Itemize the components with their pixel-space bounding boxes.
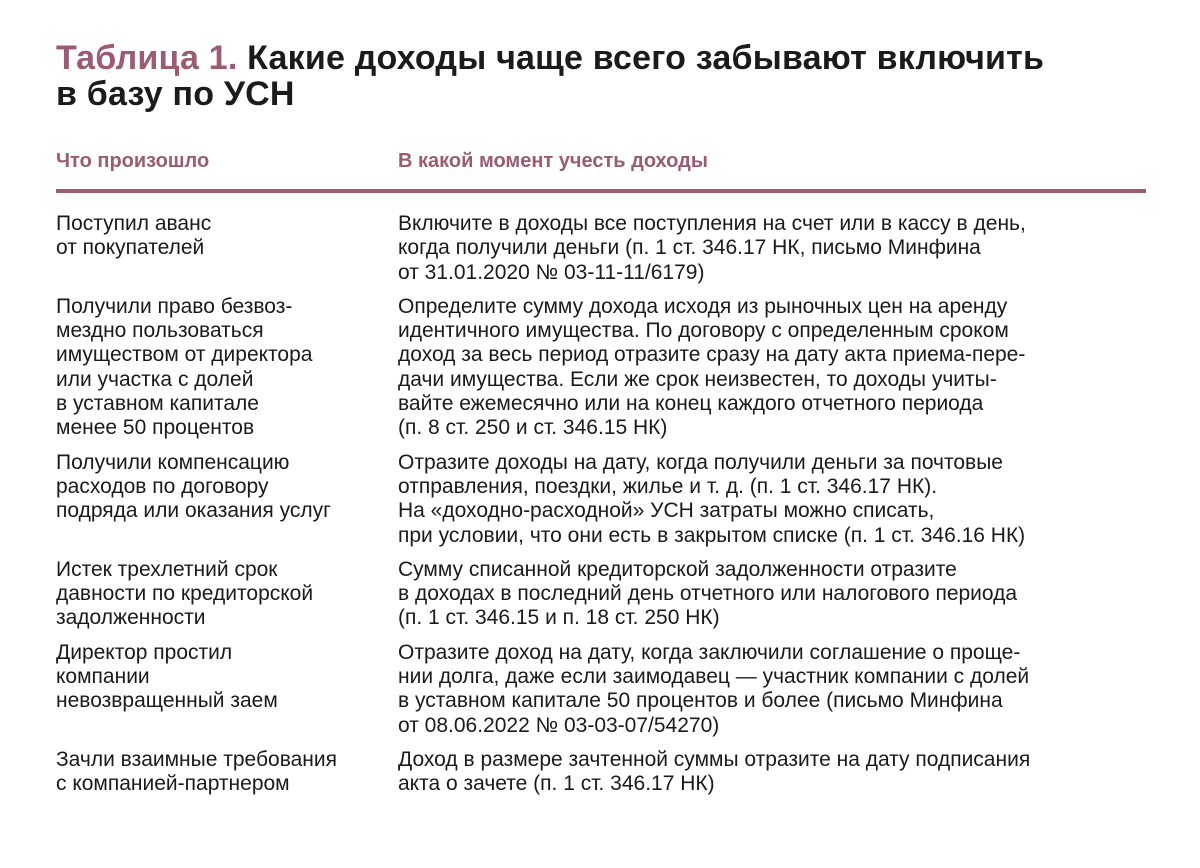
column-header-moment: В какой момент учесть доходы	[398, 150, 708, 172]
table-number: Таблица 1.	[56, 39, 238, 77]
moment-cell: Определите сумму дохода исходя из рыночных цен на аренду идентичного имущества. По договору с определенным сроком доход за весь период отразите сразу на дату акта приема-пере- дачи имущества. Если же срок неизвестен, то доходы учиты- вайте ежемесячно или на конец каждого отчетного периода (п. 8 ст. 250 и ст. 346.15 НК)	[398, 294, 1026, 440]
table-row	[56, 558, 1146, 631]
column-header-event: Что произошло	[56, 150, 210, 172]
table-row	[56, 748, 1146, 797]
table-body	[56, 212, 1146, 807]
table-header	[56, 148, 1146, 178]
table-row	[56, 451, 1146, 548]
table-title-text: Какие доходы чаще всего забывают включить в базу по УСН	[56, 39, 1045, 113]
event-cell: Истек трехлетний срок давности по кредиторской задолженности	[56, 557, 314, 630]
event-cell: Получили компенсацию расходов по договору подряда или оказания услуг	[56, 450, 331, 523]
event-cell: Получили право безвоз- мездно пользоваться имуществом от директора или участка с долей в уставном капитале менее 50 процентов	[56, 294, 313, 440]
table-row	[56, 295, 1146, 441]
moment-cell: Сумму списанной кредиторской задолженности отразите в доходах в последний день отчетного или налогового периода (п. 1 ст. 346.15 и п. 18 ст. 250 НК)	[398, 557, 1018, 630]
table-title	[56, 40, 1156, 112]
table-row	[56, 212, 1146, 285]
header-divider	[56, 189, 1146, 193]
event-cell: Зачли взаимные требования с компанией-партнером	[56, 747, 338, 796]
event-cell: Поступил аванс от покупателей	[56, 212, 212, 260]
moment-cell: Доход в размере зачтенной суммы отразите на дату подписания акта о зачете (п. 1 ст. 346.17 НК)	[398, 747, 1031, 796]
moment-cell: Отразите доходы на дату, когда получили деньги за почтовые отправления, поездки, жилье и т. д. (п. 1 ст. 346.17 НК). На «доходно-расходной» УСН затраты можно списать, при условии, что они есть в закрытом списке (п. 1 ст. 346.16 НК)	[398, 450, 1026, 547]
event-cell: Директор простил компании невозвращенный заем	[56, 640, 278, 713]
moment-cell: Включите в доходы все поступления на счет или в кассу в день, когда получили деньги (п. 1 ст. 346.17 НК, письмо Минфина от 31.01.2020 № 03-11-11/6179)	[398, 212, 1026, 284]
table-row	[56, 641, 1146, 738]
moment-cell: Отразите доход на дату, когда заключили соглашение о проще- нии долга, даже если заимодавец — участник компании с долей в уставном капитале 50 процентов и более (письмо Минфина от 08.06.2022 № 03-03-07/54270)	[398, 640, 1030, 737]
